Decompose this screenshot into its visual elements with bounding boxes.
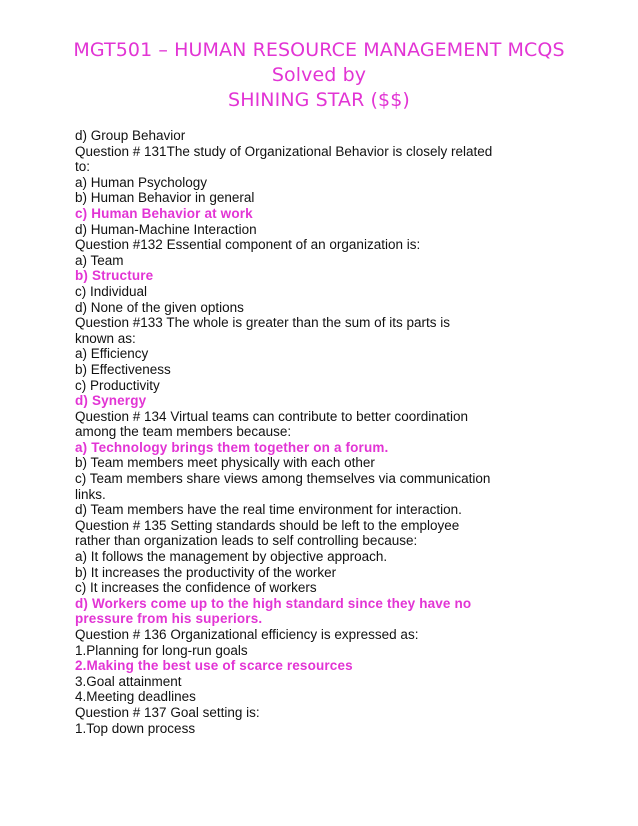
option-line: b) Human Behavior in general <box>75 190 255 206</box>
option-line: b) Team members meet physically with each other <box>75 455 375 471</box>
option-line: a) Efficiency <box>75 346 149 362</box>
correct-answer-line: d) Synergy <box>75 393 147 409</box>
option-line: b) It increases the productivity of the worker <box>75 564 337 580</box>
option-line: 1.Top down process <box>75 720 196 736</box>
question-line: rather than organization leads to self controlling because: <box>75 533 418 549</box>
option-line: links. <box>75 486 106 502</box>
correct-answer-line: pressure from his superiors. <box>75 611 263 627</box>
option-line: d) Human-Machine Interaction <box>75 221 257 237</box>
option-line: 3.Goal attainment <box>75 673 182 689</box>
option-line: d) None of the given options <box>75 299 244 315</box>
question-line: among the team members because: <box>75 424 292 440</box>
option-line: 4.Meeting deadlines <box>75 689 196 705</box>
correct-answer-line: a) Technology brings them together on a forum. <box>75 439 389 455</box>
correct-answer-line: 2.Making the best use of scarce resources <box>75 658 353 674</box>
option-line: a) Team <box>75 252 124 268</box>
option-line: 1.Planning for long-run goals <box>75 642 248 658</box>
correct-answer-line: d) Workers come up to the high standard since they have no <box>75 595 472 611</box>
question-line: Question #133 The whole is greater than the sum of its parts is <box>75 315 450 331</box>
document-subtitle: Solved by <box>271 64 367 86</box>
correct-answer-line: c) Human Behavior at work <box>75 205 253 221</box>
option-line: a) It follows the management by objective approach. <box>75 549 388 565</box>
option-line: d) Team members have the real time environment for interaction. <box>75 502 462 518</box>
document-header <box>0 38 638 113</box>
document-title: MGT501 – HUMAN RESOURCE MANAGEMENT MCQS <box>73 39 565 61</box>
question-line: known as: <box>75 330 136 346</box>
question-line: Question # 131The study of Organizational Behavior is closely related <box>75 143 493 159</box>
document-author: SHINING STAR ($$) <box>228 89 410 111</box>
option-line: c) It increases the confidence of workers <box>75 580 317 596</box>
correct-answer-line: b) Structure <box>75 268 154 284</box>
question-line: Question # 137 Goal setting is: <box>75 704 260 720</box>
question-line: Question # 134 Virtual teams can contribute to better coordination <box>75 408 468 424</box>
question-line: Question #132 Essential component of an organization is: <box>75 237 421 253</box>
question-line: to: <box>75 159 91 175</box>
option-line: b) Effectiveness <box>75 361 171 377</box>
option-line: c) Productivity <box>75 377 160 393</box>
question-line: Question # 136 Organizational efficiency is expressed as: <box>75 627 419 642</box>
answer-line: d) Group Behavior <box>75 128 186 143</box>
option-line: c) Individual <box>75 283 148 299</box>
mcq-text-body <box>75 128 595 736</box>
question-line: Question # 135 Setting standards should be left to the employee <box>75 517 460 533</box>
option-line: a) Human Psychology <box>75 174 208 190</box>
option-line: c) Team members share views among themselves via communication <box>75 471 491 487</box>
